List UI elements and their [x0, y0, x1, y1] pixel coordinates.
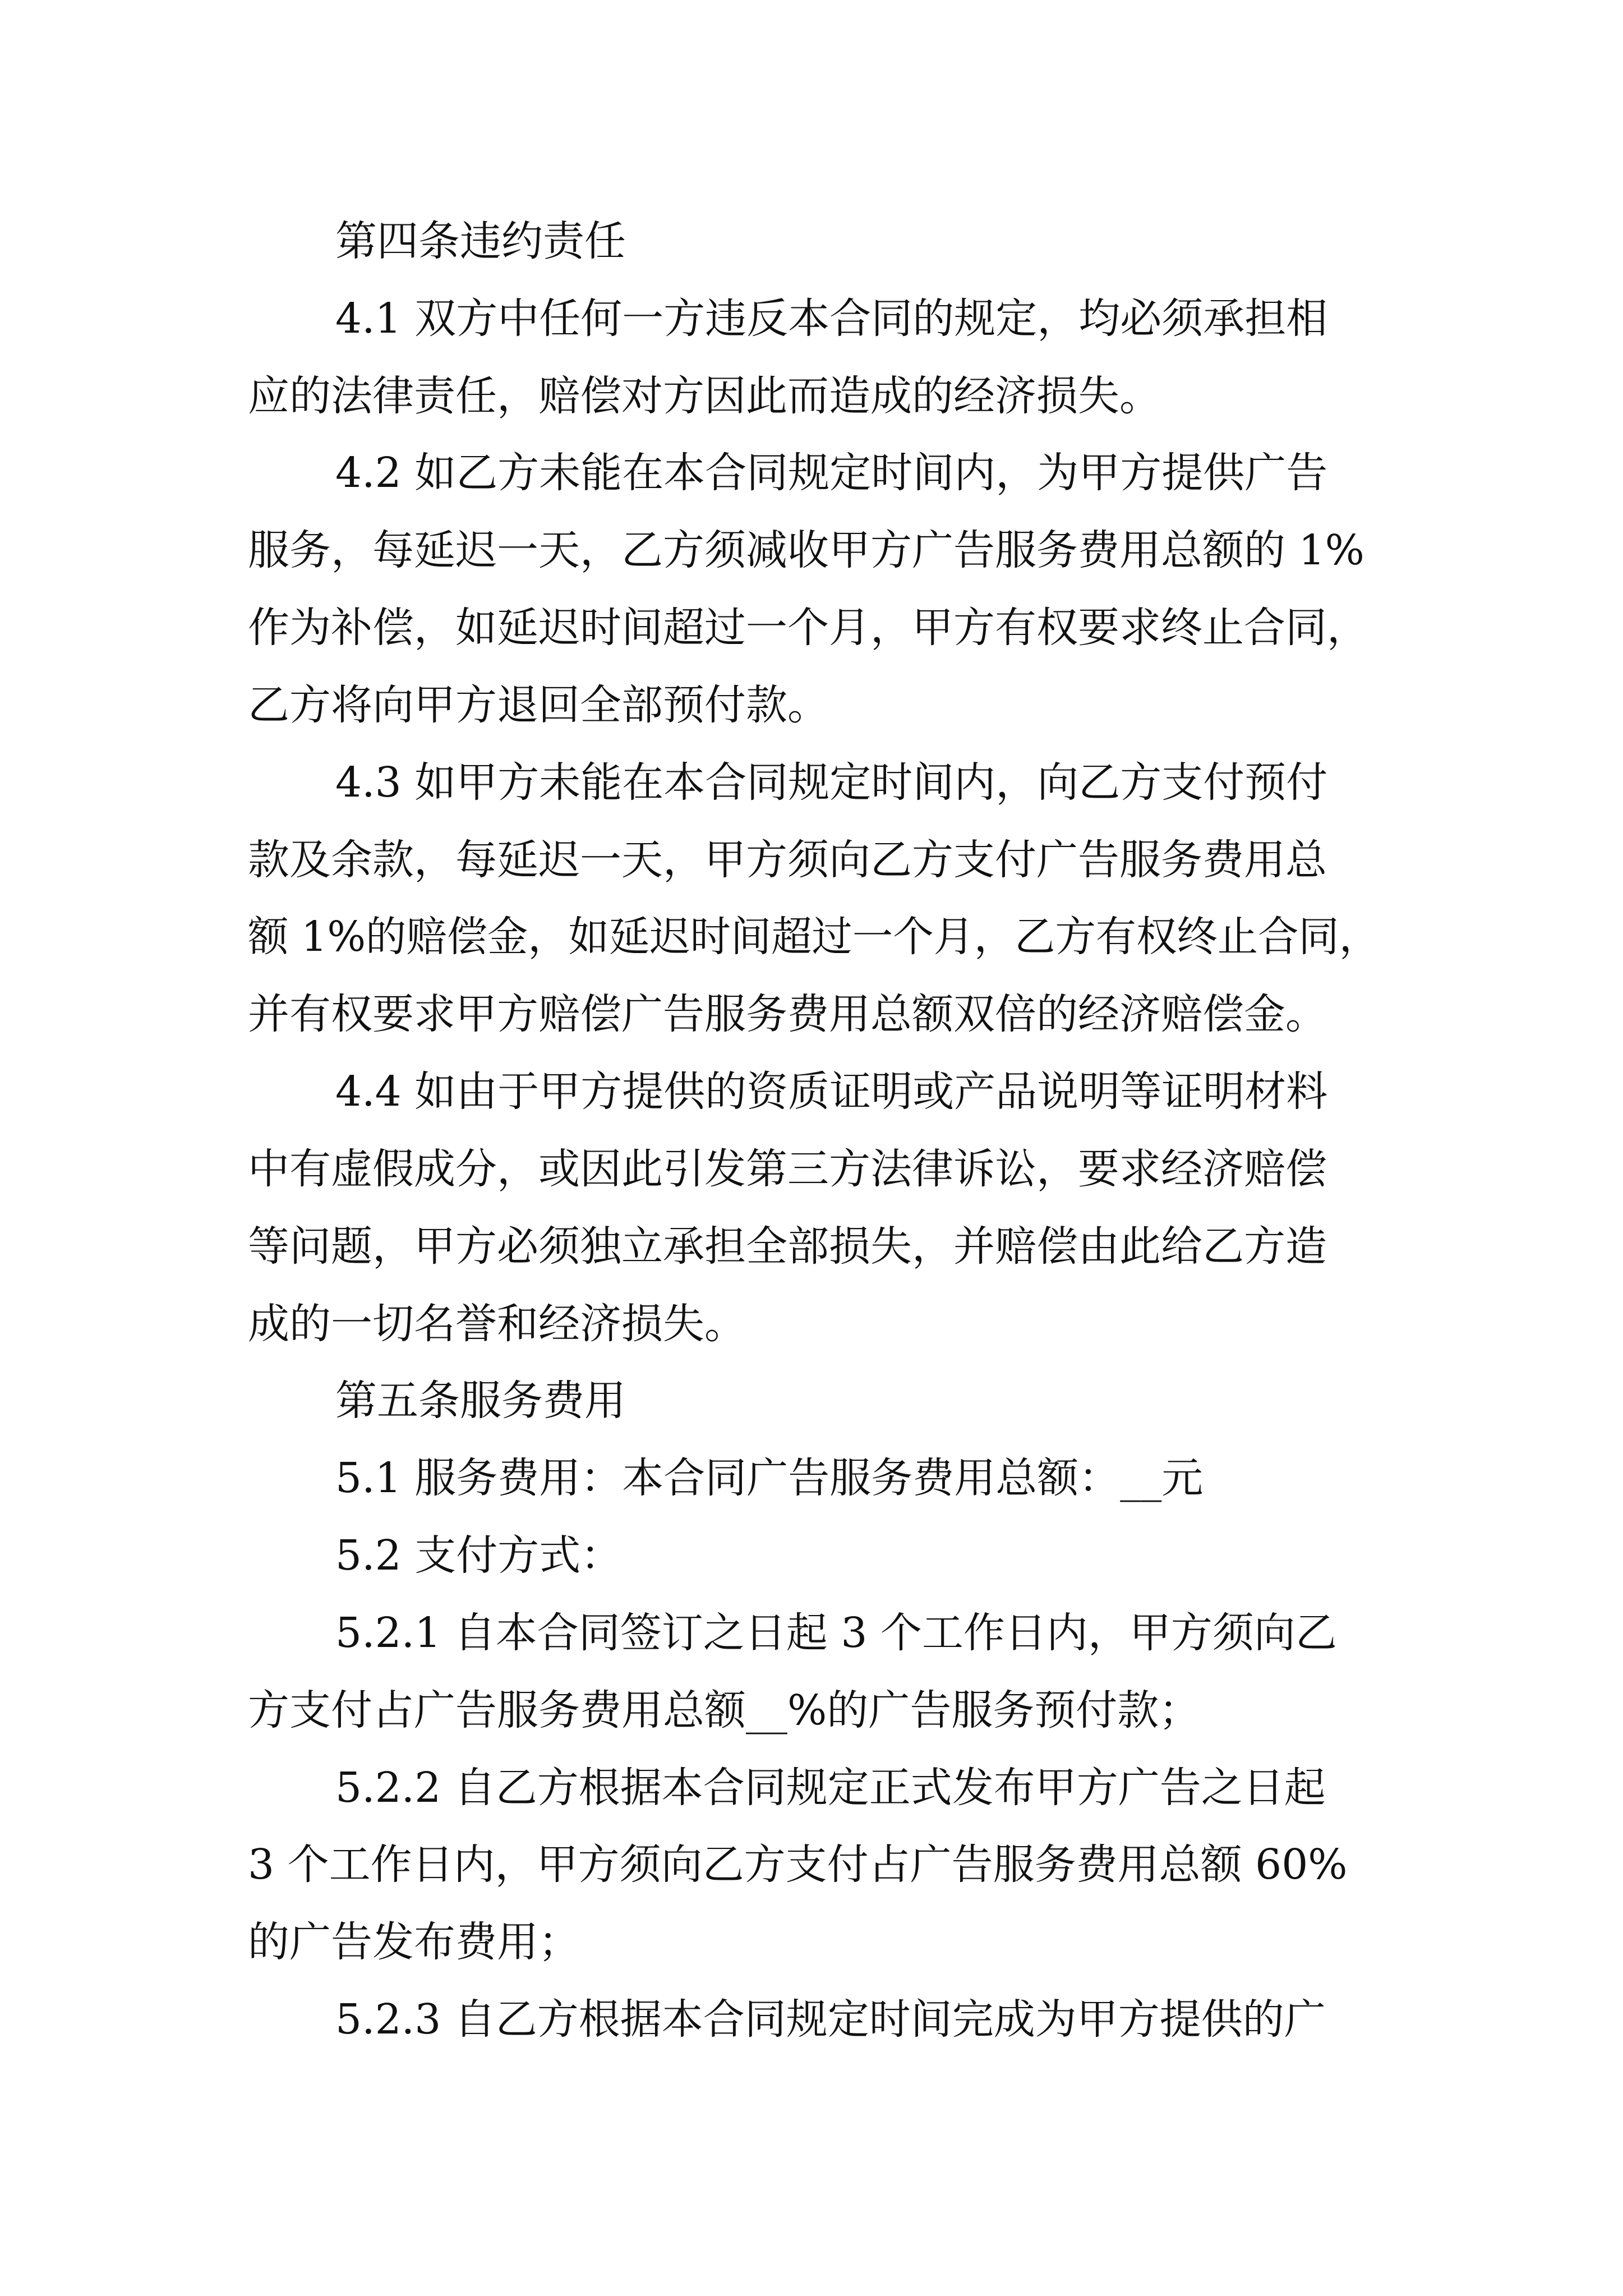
paragraph-line: 5.2.2 自乙方根据本合同规定正式发布甲方广告之日起 [335, 1764, 1326, 1812]
paragraph-line: 并有权要求甲方赔偿广告服务费用总额双倍的经济赔偿金。 [248, 990, 1327, 1038]
paragraph-line: 方支付占广告服务费用总额__%的广告服务预付款； [248, 1686, 1201, 1734]
paragraph-line: 5.1 服务费用：本合同广告服务费用总额：__元 [335, 1454, 1204, 1502]
paragraph-line: 4.1 双方中任何一方违反本合同的规定，均必须承担相 [335, 295, 1328, 343]
paragraph-line: 应的法律责任，赔偿对方因此而造成的经济损失。 [248, 372, 1161, 420]
paragraph-line: 额 1%的赔偿金，如延迟时间超过一个月，乙方有权终止合同， [248, 913, 1380, 961]
section-heading: 第五条服务费用 [335, 1377, 626, 1425]
paragraph-line: 成的一切名誉和经济损失。 [248, 1300, 746, 1348]
paragraph-line: 中有虚假成分，或因此引发第三方法律诉讼，要求经济赔偿 [248, 1145, 1327, 1193]
paragraph-line: 4.2 如乙方未能在本合同规定时间内，为甲方提供广告 [335, 449, 1328, 497]
paragraph-line: 5.2.1 自本合同签订之日起 3 个工作日内，甲方须向乙 [335, 1609, 1337, 1657]
paragraph-line: 乙方将向甲方退回全部预付款。 [248, 681, 829, 729]
paragraph-line: 等问题，甲方必须独立承担全部损失，并赔偿由此给乙方造 [248, 1222, 1327, 1271]
paragraph-line: 5.2.3 自乙方根据本合同规定时间完成为甲方提供的广 [335, 1995, 1326, 2044]
paragraph-line: 款及余款，每延迟一天，甲方须向乙方支付广告服务费用总 [248, 836, 1327, 884]
paragraph-line: 4.3 如甲方未能在本合同规定时间内，向乙方支付预付 [335, 758, 1328, 807]
paragraph-line: 的广告发布费用； [248, 1918, 580, 1966]
paragraph-line: 作为补偿，如延迟时间超过一个月，甲方有权要求终止合同， [248, 604, 1368, 652]
paragraph-line: 5.2 支付方式： [335, 1531, 623, 1580]
paragraph-line: 3 个工作日内，甲方须向乙方支付占广告服务费用总额 60% [248, 1841, 1348, 1889]
paragraph-line: 服务，每延迟一天，乙方须减收甲方广告服务费用总额的 1% [248, 526, 1364, 574]
section-heading: 第四条违约责任 [335, 217, 626, 265]
paragraph-line: 4.4 如由于甲方提供的资质证明或产品说明等证明材料 [335, 1068, 1328, 1116]
